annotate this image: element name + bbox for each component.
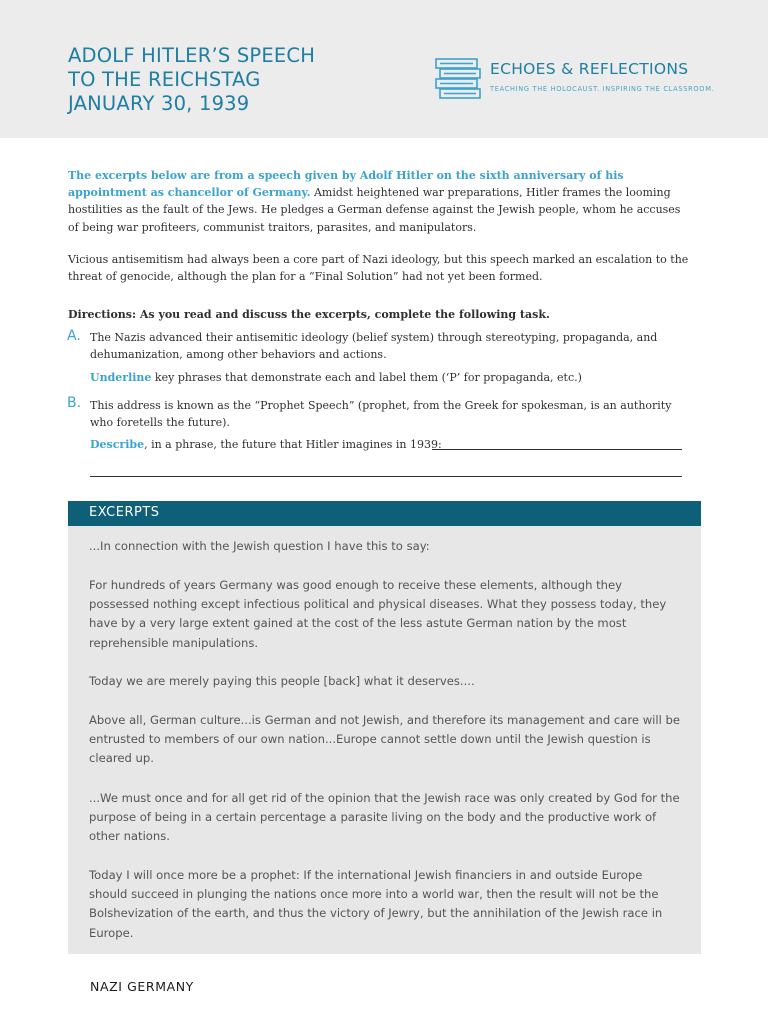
title-line-2: TO THE REICHSTAG: [68, 68, 261, 91]
excerpt-paragraph-1: ...In connection with the Jewish question I have this to say:: [89, 539, 430, 553]
directions: Directions: As you read and discuss the excerpts, complete the following task.: [68, 308, 550, 321]
intro-highlight: The excerpts below are from a speech given by Adolf Hitler on the sixth anniversary of his appointment as chancellor of Germany.: [68, 169, 624, 200]
task-a-verb: Underline: [90, 371, 152, 384]
title-line-3: JANUARY 30, 1939: [68, 92, 250, 115]
task-b-instruction-text: , in a phrase, the future that Hitler imagines in 1939:: [144, 438, 442, 451]
echoes-reflections-logo: [435, 58, 715, 100]
task-b-instruction: [90, 436, 690, 453]
answer-line-2[interactable]: [90, 476, 682, 477]
task-a-text: The Nazis advanced their antisemitic ideology (belief system) through stereotyping, propaganda, and dehumanization, among other behaviors and actions.: [90, 331, 658, 362]
logo-name: ECHOES & REFLECTIONS: [490, 60, 689, 78]
excerpt-paragraph-4: Above all, German culture...is German and not Jewish, and therefore its management and care will be entrusted to members of our own nation...Europe cannot settle down until the Jewish question is cleared up.: [89, 713, 681, 766]
footer-section-label: NAZI GERMANY: [90, 979, 194, 994]
intro-paragraph: [68, 167, 690, 236]
task-a-instruction: [90, 369, 690, 386]
task-a-instruction-text: key phrases that demonstrate each and label them (‘P’ for propaganda, etc.): [151, 371, 582, 384]
title-line-1: ADOLF HITLER’S SPEECH: [68, 44, 316, 67]
task-b-letter: B.: [67, 395, 82, 411]
logo-tagline: TEACHING THE HOLOCAUST. INSPIRING THE CLASSROOM.: [490, 85, 715, 93]
answer-line-1[interactable]: [432, 449, 682, 450]
excerpt-paragraph-5: ...We must once and for all get rid of the opinion that the Jewish race was only created by God for the purpose of being in a certain percentage a parasite living on the body and the productive work of other nations.: [89, 791, 680, 844]
page-title: [68, 44, 315, 116]
excerpts-heading: EXCERPTS: [89, 505, 160, 520]
task-b-verb: Describe: [90, 438, 145, 451]
excerpt-paragraph-3: Today we are merely paying this people [back] what it deserves....: [89, 674, 475, 688]
task-b-text: This address is known as the “Prophet Speech” (prophet, from the Greek for spokesman, is an authority who foretells the future).: [90, 399, 672, 430]
excerpt-paragraph-2: For hundreds of years Germany was good enough to receive these elements, although they possessed nothing except infectious political and physical diseases. What they possess today, they have by a very large extent gained at the cost of the less astute German nation by the most reprehensible manipulations.: [89, 578, 667, 650]
page-header: [0, 0, 768, 138]
task-a-letter: A.: [67, 328, 81, 344]
stacked-pages-icon: [435, 58, 481, 100]
intro-rest: Amidst heightened war preparations, Hitler frames the looming hostilities as the fault of the Jews. He pledges a German defense against the Jewish people, whom he accuses of being war profiteers, communist traitors, parasites, and manipulators.: [68, 186, 681, 234]
excerpt-paragraph-6: Today I will once more be a prophet: If the international Jewish financiers in and outside Europe should succeed in plunging the nations once more into a world war, then the result will not be the Bolshevization of the earth, and thus the victory of Jewry, but the annihilation of the Jewish race in Europe.: [89, 868, 663, 940]
excerpts-header-bar: [68, 501, 701, 526]
intro-paragraph-2: Vicious antisemitism had always been a core part of Nazi ideology, but this speech marked an escalation to the threat of genocide, although the plan for a “Final Solution” had not yet been formed.: [68, 253, 689, 284]
